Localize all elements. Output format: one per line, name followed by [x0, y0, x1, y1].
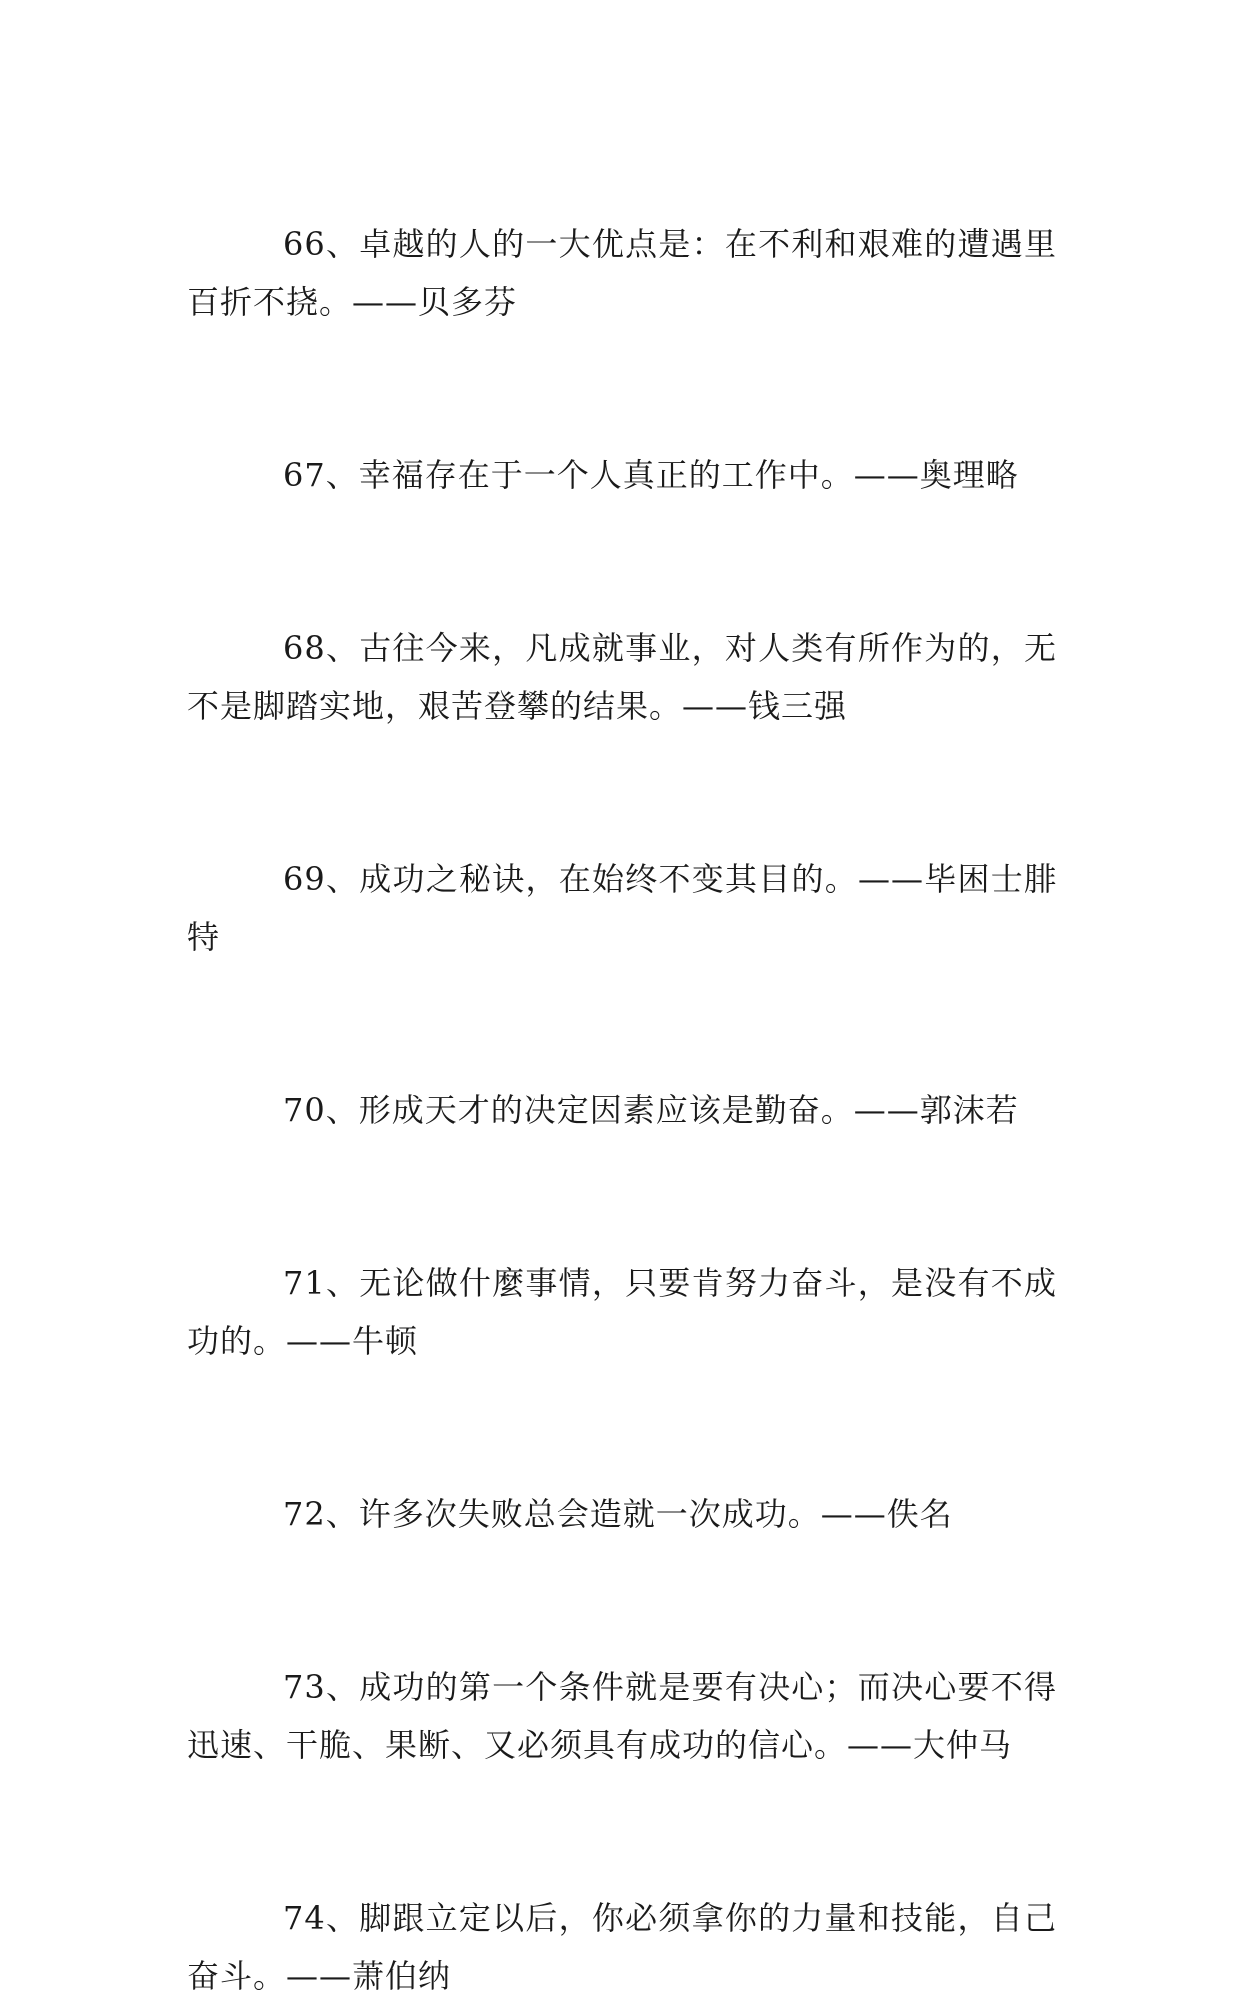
quote-71: 71、无论做什麼事情，只要肯努力奋斗，是没有不成功的。——牛顿: [187, 1264, 1057, 1360]
quote-74: 74、脚跟立定以后，你必须拿你的力量和技能，自己奋斗。——萧伯纳: [187, 1899, 1057, 1995]
quote-72: 72、许多次失败总会造就一次成功。——佚名: [283, 1495, 953, 1533]
quote-73: 73、成功的第一个条件就是要有决心；而决心要不得迅速、干脆、果断、又必须具有成功的信心。——大仲马: [187, 1668, 1057, 1764]
quote-list: [187, 215, 1057, 2005]
quote-67: 67、幸福存在于一个人真正的工作中。——奥理略: [283, 456, 1019, 494]
quote-68: 68、古往今来，凡成就事业，对人类有所作为的，无不是脚踏实地，艰苦登攀的结果。——钱三强: [187, 629, 1057, 725]
quote-69: 69、成功之秘诀，在始终不变其目的。——毕困士腓特: [187, 860, 1057, 956]
quote-66: 66、卓越的人的一大优点是：在不利和艰难的遭遇里百折不挠。——贝多芬: [187, 225, 1057, 321]
quote-70: 70、形成天才的决定因素应该是勤奋。——郭沫若: [283, 1091, 1019, 1129]
